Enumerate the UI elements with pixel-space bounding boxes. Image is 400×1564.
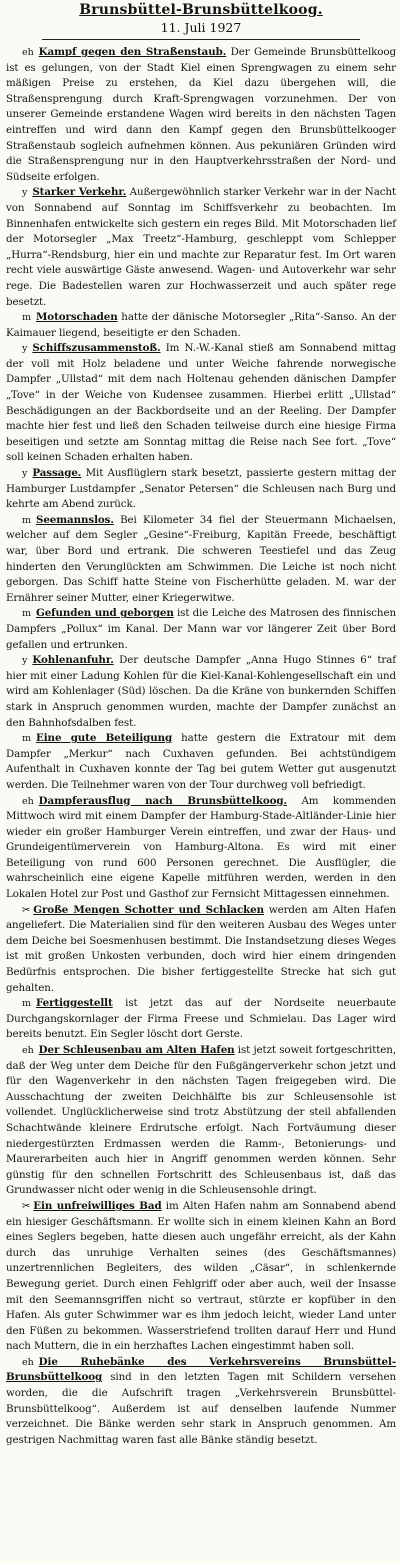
article-body: ist die Leiche des Matrosen des finnischen Dampfers „Pollux“ im Kanal. Der Mann war vor längerer Zeit über Bord gefallen und ertrunken.	[6, 607, 396, 651]
article-body: Mit Ausflüglern stark besetzt, passierte gestern mittag der Hamburger Lustdampfer „Senator Petersen“ die Schleusen nach Burg und kehrte am Abend zurück.	[6, 467, 396, 511]
article-body: sind in den letzten Tagen mit Schildern versehen worden, die die Aufschrift tragen „Verkehrsverein Brunsbüttel-Brunsbüttelkoog“. Außerdem ist auf denselben laufende Nummer verzeichnet. Die Bänke werden sehr stark in Anspruch genommen. Am gestrigen Nachmittag waren fast alle Bänke ständig besetzt.	[6, 1371, 396, 1446]
article-body: im Alten Hafen nahm am Sonnabend abend ein hiesiger Geschäftsmann. Er wollte sich in einem kleinen Kahn an Bord eines Seglers begeben, hatte diesen auch ungefähr erreicht, als der Kahn durch das unruhige Verhalten seines (des Geschäftsmannes) unzertrennlichen Begleiters, des wilden „Cäsar“, in schlenkernde Bewegung geriet. Durch einen Fehlgriff oder aber auch, weil der Insasse mit den Seemannsgriffen nicht so vertraut, stürzte er kopfüber in den Hafen. Als guter Schwimmer war es ihm jedoch leicht, wieder Land unter den Füßen zu bekommen. Wasserstriefend trollten darauf Herr und Hund nach Muttern, die in ein herzhaftes Lachen eingestimmt haben soll.	[6, 1199, 397, 1353]
article-headline: Gefunden und geborgen	[36, 607, 174, 620]
article-headline: Seemannslos.	[36, 513, 114, 526]
article-body: Außergewöhnlich starker Verkehr war in der Nacht von Sonnabend auf Sonntag im Schiffsverkehr zu beobachten. Im Binnenhafen entwickelte sich gestern ein reges Bild. Mit Motorschaden lief der Motorsegler „Max Treetz“-Hamburg, geschleppt vom Schlepper „Hurra“-Rendsburg, hier ein und machte zur Reparatur fest. Im Ort waren recht viele auswärtige Gäste anwesend. Wagen- und Autoverkehr war sehr rege. Die Badestellen waren zur Hochwasserzeit und auch später rege besetzt.	[6, 186, 396, 308]
article-headline: Eine gute Beteiligung	[36, 732, 173, 745]
article-item	[6, 794, 396, 903]
article-prefix: y	[22, 187, 28, 199]
article-body: Der deutsche Dampfer „Anna Hugo Stinnes 6“ traf hier mit einer Ladung Kohlen für die Kiel-Kanal-Kohlengesellschaft ein und wird am Kohlenlager (Süd) löschen. Da die Kräne von bunkernden Schiffen stark in Anspruch genommen wurden, machte der Dampfer zunächst an den Bahnhofsdalben fest.	[6, 654, 396, 729]
article-body: ist jetzt das auf der Nordseite neuerbaute Durchgangskornlager der Firma Freese und Schmielau. Das Lager wird bereits benutzt. Ein Segler löscht dort Gerste.	[6, 997, 396, 1041]
page-title: Brunsbüttel-Brunsbüttelkoog.	[79, 2, 323, 18]
article-item	[6, 1355, 396, 1449]
masthead	[6, 2, 396, 35]
article-body: Der Gemeinde Brunsbüttelkoog ist es gelungen, von der Stadt Kiel einen Sprengwagen zu einem sehr mäßigen Preise zu erstehen, da Kiel dazu übergehen will, die Straßensprengung durch Kraft-Sprengwagen vorzunehmen. Der von unserer Gemeinde erstandene Wagen wird bereits in den nächsten Tagen eintreffen und wird dann den Kampf gegen den Brunsbüttelkooger Straßenstaub sogleich aufnehmen können. Aus pekuniären Gründen wird die Straßensprengung nur in den Hauptverkehrsstraßen der Nord- und Südseite erfolgen.	[6, 46, 396, 183]
article-headline: Schiffszusammenstoß.	[32, 342, 161, 355]
article-body: hatte der dänische Motorsegler „Rita“-Sanso. An der Kaimauer liegend, beseitigte er den Schaden.	[6, 311, 396, 339]
article-headline: Fertiggestellt	[36, 997, 113, 1010]
article-body: hatte gestern die Extratour mit dem Dampfer „Merkur“ nach Cuxhaven gefunden. Bei achtstündigem Aufenthalt in Cuxhaven konnte der Tag bei gutem Wetter gut ausgenutzt werden. Die Teilnehmer waren von der Tour durchweg voll befriedigt.	[6, 732, 396, 791]
article-list	[6, 45, 396, 1448]
article-body: Im N.-W.-Kanal stieß am Sonnabend mittag der voll mit Holz beladene und unter Weiche fahrende norwegische Dampfer „Ullstad“ mit dem nach Holtenau gehenden dänischen Dampfer „Tove“ in der Weiche von Kudensee zusammen. Hierbei erlitt „Ullstad“ Beschädigungen an der Backbordseite und an der Reeling. Der Dampfer machte hier fest und ließ den Schaden teilweise durch eine hiesige Firma beseitigen und setzte am Sonntag mittag die Reise nach See fort. „Tove“ soll keinen Schaden erhalten haben.	[6, 342, 396, 464]
article-headline: Die Ruhebänke des Verkehrsvereins Brunsbüttel-Brunsbüttelkoog	[6, 1355, 396, 1384]
article-prefix: eh	[22, 47, 34, 58]
header-divider	[42, 39, 360, 40]
article-item	[6, 731, 396, 793]
article-headline: Passage.	[32, 467, 82, 480]
article-prefix: m	[22, 312, 31, 324]
article-headline: Der Schleusenbau am Alten Hafen	[38, 1044, 235, 1056]
article-prefix: y	[22, 343, 28, 355]
article-body: Bei Kilometer 34 fiel der Steuermann Michaelsen, welcher auf dem Segler „Gesine“-Freiburg, Kapitän Freede, beschäftigt war, über Bord und ertrank. Die schweren Teestiefel und das Zeug hinderten den Verunglückten am Schwimmen. Die Leiche ist noch nicht geborgen. Das Schiff hatte Steine von Fischerhütte geladen. M. war der Ernährer seiner Mutter, einer Kriegerwitwe.	[6, 513, 396, 604]
scissors-icon: ✂	[22, 1200, 31, 1212]
issue-date: 11. Juli 1927	[160, 20, 242, 35]
article-headline: Starker Verkehr.	[32, 186, 127, 199]
article-item	[6, 341, 396, 466]
article-item	[6, 185, 396, 310]
article-item	[6, 466, 396, 513]
article-item	[6, 1043, 396, 1199]
article-item	[6, 45, 396, 185]
article-prefix: eh	[22, 1356, 34, 1368]
article-prefix: eh	[22, 1045, 34, 1056]
article-body: ist jetzt soweit fortgeschritten, daß der Weg unter dem Deiche für den Fußgängerverkehr schon jetzt und für den Wagenverkehr in den nächsten Tagen freigegeben wird. Die Ausschachtung der zweiten Deichhälfte bis zur Schleusensohle ist vollendet. Unglücklicherweise sind trotz Abstützung der steil abfallenden Schachtwände kleinere Erdrutsche erfolgt. Nach Fortväumung dieser niedergestürzten Erdmassen werden die Ramm-, Betonierungs- und Maurerarbeiten auch hier in Angriff genommen werden können. Sehr günstig für den schnellen Fortschritt des Schleusenbaus ist, daß das Grundwasser nicht oder wenig in die Schleusensohle dringt.	[6, 1044, 396, 1197]
article-prefix: eh	[22, 795, 34, 807]
scissors-icon: ✂	[22, 904, 31, 916]
article-item	[6, 996, 396, 1043]
article-prefix: m	[22, 608, 31, 620]
article-headline: Kohlenanfuhr.	[32, 654, 114, 667]
article-body: Am kommenden Mittwoch wird mit einem Dampfer der Hamburg-Stade-Altländer-Linie hier wieder ein großer Hamburger Verein eintreffen, und zwar der Haus- und Grundeigentümerverein von Hamburg-Altona. Es wird mit einer Beteiligung von rund 600 Personen gerechnet. Die Ausflügler, die wahrscheinlich eine eigene Kapelle mitführen werden, werden in den Lokalen Hotel zur Post und Gasthof zur Fernsicht Mittagessen einnehmen.	[6, 794, 396, 901]
article-prefix: m	[22, 514, 31, 526]
article-item	[6, 606, 396, 653]
article-prefix: y	[22, 655, 28, 667]
article-item	[6, 310, 396, 341]
article-headline: Motorschaden	[36, 311, 118, 324]
article-item	[6, 513, 396, 607]
article-item	[6, 903, 396, 997]
article-headline: Kampf gegen den Straßenstaub.	[38, 46, 227, 58]
article-headline: Ein unfreiwilliges Bad	[33, 1199, 162, 1212]
article-item	[6, 653, 396, 731]
article-headline: Große Mengen Schotter und Schlacken	[33, 903, 264, 916]
article-prefix: m	[22, 998, 31, 1010]
article-item	[6, 1199, 396, 1355]
article-body: werden am Alten Hafen angeliefert. Die Materialien sind für den weiteren Ausbau des Weges unter dem Deiche bei Soesmenhusen bestimmt. Die Instandsetzung dieses Weges ist mit großen Unkosten verbunden, doch wird hier einem dringenden Bedürfnis entsprochen. Die bisher fertiggestellte Strecke hat sich gut gehalten.	[6, 903, 396, 994]
article-prefix: y	[22, 468, 28, 480]
article-prefix: m	[22, 733, 31, 745]
article-headline: Dampferausflug nach Brunsbüttelkoog.	[38, 794, 287, 807]
